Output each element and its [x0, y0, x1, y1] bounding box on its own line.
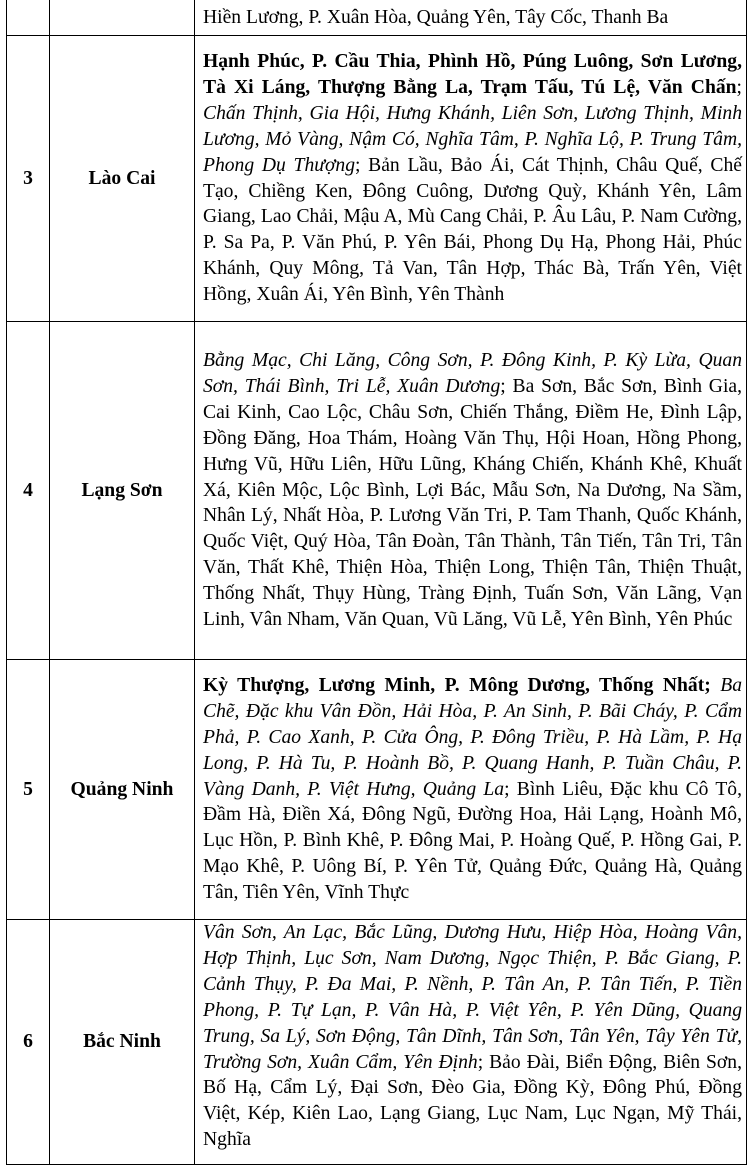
table-row: [7, 920, 747, 1165]
normal-communes: Bình Liêu, Đặc khu Cô Tô, Đầm Hà, Điền Xá, Đông Ngũ, Đường Hoa, Hải Lạng, Hoành Mô, Lục Hồn, P. Bình Khê, P. Đông Mai, P. Hoàng Quế, P. Hồng Gai, P. Mạo Khê, P. Uông Bí, P. Yên Tử, Quảng Đức, Quảng Hà, Quảng Tân, Tiên Yên, Vĩnh Thực: [203, 778, 742, 904]
normal-communes: Bản Lầu, Bảo Ái, Cát Thịnh, Châu Quế, Chế Tạo, Chiềng Ken, Đông Cuông, Dương Quỳ, Khánh Yên, Lâm Giang, Lao Chải, Mậu A, Mù Cang Chải, P. Âu Lâu, P. Nam Cường, P. Sa Pa, P. Văn Phú, P. Yên Bái, Phong Dụ Hạ, Phong Hải, Phúc Khánh, Quy Mông, Tả Van, Tân Hợp, Thác Bà, Trấn Yên, Việt Hồng, Xuân Ái, Yên Bình, Yên Thành: [203, 154, 742, 306]
commune-list: [195, 36, 747, 322]
italic-communes: Bằng Mạc, Chi Lăng, Công Sơn, P. Đông Kinh, P. Kỳ Lừa, Quan Sơn, Thái Bình, Tri Lễ, Xuân Dương: [203, 350, 742, 397]
province-name: Quảng Ninh: [50, 660, 195, 920]
row-number: 6: [7, 920, 50, 1165]
commune-list: [195, 0, 747, 36]
italic-communes: Vân Sơn, An Lạc, Bắc Lũng, Dương Hưu, Hiệp Hòa, Hoàng Vân, Hợp Thịnh, Lục Sơn, Nam Dương, Ngọc Thiện, P. Bắc Giang, P. Cảnh Thụy, P. Đa Mai, P. Nềnh, P. Tân An, P. Tân Tiến, P. Tiền Phong, P. Tự Lạn, P. Vân Hà, P. Việt Yên, P. Yên Dũng, Quang Trung, Sa Lý, Sơn Động, Tân Dĩnh, Tân Sơn, Tân Yên, Tây Yên Tử, Trường Sơn, Xuân Cẩm, Yên Định: [203, 922, 742, 1073]
separator: ;: [477, 1051, 490, 1073]
province-name: Lào Cai: [50, 36, 195, 322]
separator: ;: [355, 154, 369, 176]
commune-table: [6, 0, 747, 1165]
separator: ;: [736, 76, 742, 98]
italic-communes: Chấn Thịnh, Gia Hội, Hưng Khánh, Liên Sơn, Lương Thịnh, Minh Lương, Mỏ Vàng, Nậm Có, Nghĩa Tâm, P. Nghĩa Lộ, P. Trung Tâm, Phong Dụ Thượng: [203, 102, 742, 176]
separator: ;: [504, 778, 517, 800]
separator: [711, 675, 720, 696]
table-row: [7, 0, 747, 36]
table-row: [7, 322, 747, 660]
commune-list: [195, 920, 747, 1165]
table-row: [7, 660, 747, 920]
normal-communes: Bảo Đài, Biển Động, Biên Sơn, Bố Hạ, Cẩm Lý, Đại Sơn, Đèo Gia, Đồng Kỳ, Đông Phú, Đồng Việt, Kép, Kiên Lao, Lạng Giang, Lục Nam, Lục Ngạn, Mỹ Thái, Nghĩa: [203, 1051, 742, 1151]
bold-communes: Hạnh Phúc, P. Cầu Thia, Phình Hồ, Púng Luông, Sơn Lương, Tà Xi Láng, Thượng Bằng La, Trạm Tấu, Tú Lệ, Văn Chấn: [203, 50, 742, 98]
province-name: Lạng Sơn: [50, 322, 195, 660]
bold-communes: Kỳ Thượng, Lương Minh, P. Mông Dương, Thống Nhất;: [203, 674, 711, 696]
normal-communes: Hiền Lương, P. Xuân Hòa, Quảng Yên, Tây Cốc, Thanh Ba: [203, 7, 669, 29]
separator: ;: [500, 375, 513, 397]
row-number: 5: [7, 660, 50, 920]
commune-list: [195, 322, 747, 660]
row-number: 3: [7, 36, 50, 322]
italic-communes: Ba Chẽ, Đặc khu Vân Đồn, Hải Hòa, P. An Sinh, P. Bãi Cháy, P. Cẩm Phả, P. Cao Xanh, P. Cửa Ông, P. Đông Triều, P. Hà Lầm, P. Hạ Long, P. Hà Tu, P. Hoành Bồ, P. Quang Hanh, P. Tuần Châu, P. Vàng Danh, P. Việt Hưng, Quảng La: [203, 674, 743, 800]
row-number: [7, 0, 50, 36]
commune-list: [195, 660, 747, 920]
table-row: [7, 36, 747, 322]
province-name: [50, 0, 195, 36]
row-number: 4: [7, 322, 50, 660]
normal-communes: Ba Sơn, Bắc Sơn, Bình Gia, Cai Kinh, Cao Lộc, Châu Sơn, Chiến Thắng, Điềm He, Đình Lập, Đồng Đăng, Hoa Thám, Hoàng Văn Thụ, Hội Hoan, Hồng Phong, Hưng Vũ, Hữu Liên, Hữu Lũng, Kháng Chiến, Khánh Khê, Khuất Xá, Kiên Mộc, Lộc Bình, Lợi Bác, Mẫu Sơn, Na Dương, Na Sầm, Nhân Lý, Nhất Hòa, P. Lương Văn Tri, P. Tam Thanh, Quốc Khánh, Quốc Việt, Quý Hòa, Tân Đoàn, Tân Thành, Tân Tiến, Tân Tri, Tân Văn, Thất Khê, Thiện Hòa, Thiện Long, Thiện Tân, Thiện Thuật, Thống Nhất, Thụy Hùng, Tràng Định, Tuấn Sơn, Văn Lãng, Vạn Linh, Vân Nham, Văn Quan, Vũ Lăng, Vũ Lễ, Yên Bình, Yên Phúc: [203, 375, 742, 631]
province-name: Bắc Ninh: [50, 920, 195, 1165]
